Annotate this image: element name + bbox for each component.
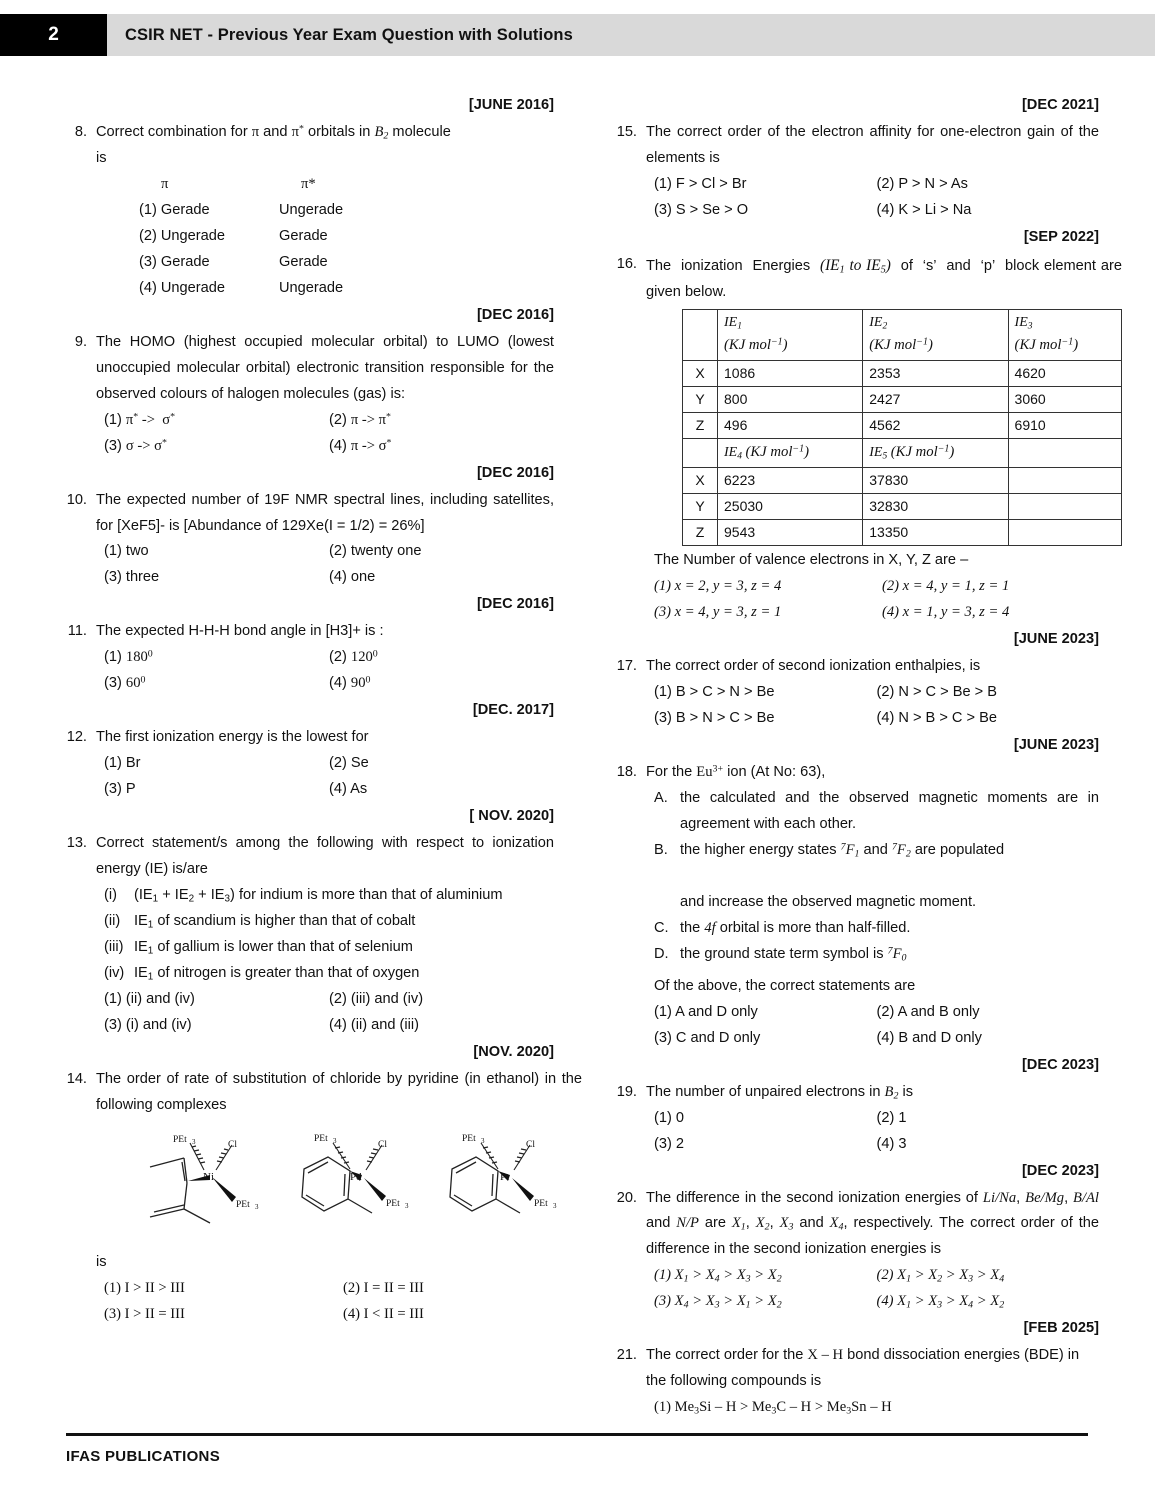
question-20 [612,1186,1099,1316]
q8-row-1-value: Ungerade [279,201,344,218]
q20-option-1[interactable]: (1) $X_1 > X_4 > X_3 > X_2$ [654,1267,782,1285]
svg-text:PEt: PEt [534,1198,548,1209]
q18-prompt: Of the above, the correct statements are [654,977,916,994]
q11-option-4[interactable]: (4) $90^0$ [329,674,371,692]
question-11 [62,619,554,697]
q13-number: 13. [66,835,87,852]
q17-text: The correct order of second ionization enthalpies, is [646,658,981,675]
svg-text:PEt: PEt [386,1198,400,1209]
row2-label-x: X [683,468,718,494]
header-ie4: $IE_4$ (KJ mol$^{-1}$) [718,438,863,468]
q13-option-1[interactable]: (1) (ii) and (iv) [104,990,195,1007]
degree-icon: 0 [140,674,146,686]
q10-option-1[interactable]: (1) two [104,543,149,560]
svg-text:PEt: PEt [462,1133,476,1144]
q12-text: The first ionization energy is the lowest for [96,729,369,746]
q8-col-head-2: π* [301,175,316,192]
question-10 [62,488,554,592]
q16-option-4[interactable]: (4) x = 1, y = 3, z = 4 [882,604,1010,621]
q16-option-3[interactable]: (3) x = 4, y = 3, z = 1 [654,604,782,621]
svg-text:Cl: Cl [526,1139,535,1150]
q18-option-2[interactable]: (2) A and B only [876,1003,980,1020]
cell-x-ie3: 4620 [1008,360,1121,386]
q15-option-3[interactable]: (3) S > Se > O [654,201,749,218]
q14-option-1[interactable]: (1) I > II > III [104,1279,185,1296]
q20-text: The difference in the second ionization energies of Li/Na, Be/Mg, B/Al and N/P are $X_1$, $X_2$, $X_3$ and $X_4$, respectively. The correct order of the difference in the second ionization energies is [646,1189,1100,1258]
q8-number: 8. [74,123,87,140]
table-row [683,520,1122,546]
q17-year: [JUNE 2023] [1013,631,1099,648]
row2-label-y: Y [683,494,718,520]
header-ie2: $IE_2$ (KJ mol$^{-1}$) [863,309,1008,360]
q18-option-4[interactable]: (4) B and D only [876,1029,982,1046]
svg-text:3: 3 [192,1137,196,1146]
q11-option-2[interactable]: (2) $120^0$ [329,648,378,666]
q18-statement-d-label: D. [654,945,669,962]
q8-row-3-label[interactable]: (3) Gerade [139,253,210,270]
q17-option-3[interactable]: (3) B > N > C > Be [654,710,775,727]
q13-statement-2-text: $IE_1$ of scandium is higher than that of cobalt [134,913,416,931]
q9-option-3[interactable]: (3) σ -> σ* [104,437,167,454]
q13-statement-4-text: $IE_1$ of nitrogen is greater than that of oxygen [134,964,420,983]
q18-statement-c-text: the 4f orbital is more than half-filled. [680,919,911,936]
q13-statement-1-label: (i) [104,887,117,904]
q12-option-4[interactable]: (4) As [329,781,368,798]
row-label-x: X [683,360,718,386]
svg-text:3: 3 [481,1136,485,1145]
q19-text: The number of unpaired electrons in $B_2$ is [646,1083,913,1102]
q17-option-2[interactable]: (2) N > C > Be > B [876,684,997,701]
svg-text:3: 3 [405,1201,409,1210]
q8-year: [JUNE 2016] [468,97,554,113]
q13-statement-3-label: (iii) [104,939,124,955]
q16-text: The ionization Energies ($IE_1$ to $IE_5$) of ‘s’ and ‘p’ block element are given below. [646,256,1122,300]
q8-text-line2: is [96,149,107,166]
q18-statement-a-text: the calculated and the observed magnetic moments are in agreement with each other. [680,789,1099,832]
q13-year: [ NOV. 2020] [469,808,554,825]
right-column [612,92,1122,1421]
q21-option-1[interactable]: (1) $Me_3Si - H > Me_3C - H > Me_3Sn - H$ [654,1399,892,1417]
q14-structures [132,1125,582,1250]
q18-statement-a-label: A. [654,789,668,806]
q8-row-3-value: Gerade [279,253,328,270]
q13-statement-4-label: (iv) [104,964,125,981]
q11-opt4-value: 90 [350,675,366,692]
question-14 [62,1067,582,1328]
q16-option-1[interactable]: (1) x = 2, y = 3, z = 4 [654,578,782,595]
cell-z-ie5: 13350 [863,520,1008,546]
q14-text: The order of rate of substitution of chloride by pyridine (in ethanol) in the following complexes [96,1070,582,1113]
q11-opt3-value: 60 [125,675,141,692]
left-column [62,92,582,1328]
q11-opt1-value: 180 [125,649,148,666]
q19-option-3[interactable]: (3) 2 [654,1135,685,1152]
q10-year: [DEC 2016] [476,464,554,481]
q21-year: [FEB 2025] [1023,1320,1099,1337]
question-19 [612,1080,1099,1158]
q19-option-2[interactable]: (2) 1 [876,1109,907,1126]
q10-number: 10. [66,491,87,508]
q9-option-2[interactable]: (2) π -> π* [329,411,391,428]
q11-text: The expected H-H-H bond angle in [H3]+ is : [96,623,384,640]
q18-option-3[interactable]: (3) C and D only [654,1029,761,1046]
q18-statement-d-text: the ground state term symbol is $^7F_0$ [680,945,907,964]
q10-option-2[interactable]: (2) twenty one [329,543,422,560]
q19-number: 19. [616,1083,637,1100]
table-header-row-top [683,309,1122,360]
q17-option-4[interactable]: (4) N > B > C > Be [876,710,997,727]
q8-row-4-label[interactable]: (4) Ungerade [139,279,225,296]
q19-year: [DEC 2023] [1021,1056,1099,1073]
cell-y-ie3: 3060 [1008,386,1121,412]
question-13 [62,831,554,1039]
q16-prompt: The Number of valence electrons in X, Y, Z are – [654,552,969,569]
q13-option-4[interactable]: (4) (ii) and (iii) [329,1016,419,1033]
row2-label-z: Z [683,520,718,546]
q20-option-2[interactable]: (2) $X_1 > X_2 > X_3 > X_4$ [876,1267,1005,1285]
q10-option-4[interactable]: (4) one [329,569,376,586]
q13-text: Correct statement/s among the following with respect to ionization energy (IE) is/are [96,835,554,878]
table-header-row-bottom [683,438,1122,468]
q8-row-1-label[interactable]: (1) Gerade [139,201,210,218]
q11-option-3[interactable]: (3) $60^0$ [104,674,146,692]
header-ie1: $IE_1$ (KJ mol$^{-1}$) [718,309,863,360]
ionization-energy-table [682,309,1122,546]
q14-is-word: is [96,1253,107,1270]
page-number: 2 [48,24,59,45]
table-row [683,494,1122,520]
q20-year: [DEC 2023] [1021,1162,1099,1179]
q13-option-2[interactable]: (2) (iii) and (iv) [329,990,424,1007]
degree-icon: 0 [147,648,153,660]
header-title: CSIR NET - Previous Year Exam Question with Solutions [125,25,573,44]
cell-z-ie4: 9543 [718,520,863,546]
q8-text: Correct combination for π and π* orbitals in $B_2$ molecule [96,123,451,142]
q16-year: [SEP 2022] [1023,228,1099,245]
structure-pt-complex [432,1125,582,1250]
q19-option-4[interactable]: (4) 3 [876,1135,907,1152]
q14-year: [NOV. 2020] [473,1043,554,1060]
q13-statement-3-text: $IE_1$ of gallium is lower than that of selenium [134,939,413,957]
structure-pd-complex [284,1125,434,1250]
q18-statement-c-label: C. [654,919,669,936]
q11-option-1[interactable]: (1) $180^0$ [104,648,153,666]
cell-x-ie4: 6223 [718,468,863,494]
q8-row-2-value: Gerade [279,227,328,244]
q15-option-1[interactable]: (1) F > Cl > Br [654,175,747,192]
svg-text:Cl: Cl [228,1139,237,1150]
q20-option-3[interactable]: (3) $X_4 > X_3 > X_1 > X_2$ [654,1293,782,1311]
q21-number: 21. [616,1347,637,1364]
cell-y-ie4: 25030 [718,494,863,520]
cell-x-ie2: 2353 [863,360,1008,386]
question-18 [612,760,1099,1052]
q9-option-4[interactable]: (4) π -> σ* [329,437,392,454]
cell-empty [1008,468,1121,494]
cell-y-ie2: 2427 [863,386,1008,412]
q12-option-3[interactable]: (3) P [104,781,136,798]
svg-text:3: 3 [333,1136,337,1145]
q18-statement-b-label: B. [654,841,668,858]
question-8 [62,120,554,302]
q10-text: The expected number of 19F NMR spectral lines, including satellites, for [XeF5]- is [Abundance of 129Xe(I = 1/2) = 26%] [96,491,554,534]
q20-number: 20. [616,1189,637,1206]
question-12 [62,725,554,803]
header-ie3: $IE_3$ (KJ mol$^{-1}$) [1008,309,1121,360]
svg-text:3: 3 [255,1202,259,1211]
q17-number: 17. [616,658,637,675]
q21-text: The correct order for the X – H bond dissociation energies (BDE) in the following compounds is [646,1347,1080,1390]
footer-divider [66,1433,1088,1436]
q10-option-3[interactable]: (3) three [104,569,160,586]
q15-option-4[interactable]: (4) K > Li > Na [876,201,972,218]
q18-option-1[interactable]: (1) A and D only [654,1003,758,1020]
row-label-z: Z [683,412,718,438]
question-15 [612,120,1099,224]
q18-year: [JUNE 2023] [1013,737,1099,754]
q14-number: 14. [66,1070,87,1087]
q9-text: The HOMO (highest occupied molecular orbital) to LUMO (lowest unoccupied molecular orbital) electronic transition responsible for the observed colours of halogen molecules (gas) is: [96,333,554,402]
table-row [683,360,1122,386]
question-21 [612,1343,1099,1421]
cell-z-ie1: 496 [718,412,863,438]
q12-option-1[interactable]: (1) Br [104,755,141,772]
q14-option-2[interactable]: (2) I = II = III [343,1279,424,1296]
q18-number: 18. [616,764,637,780]
q15-number: 15. [616,123,637,140]
svg-text:PEt: PEt [314,1133,328,1144]
q11-opt2-value: 120 [350,649,373,666]
q16-number: 16. [616,255,637,272]
degree-icon: 0 [365,674,371,686]
q12-option-2[interactable]: (2) Se [329,755,369,772]
table-row [683,412,1122,438]
header-ie5: $IE_5$ (KJ mol$^{-1}$) [863,438,1008,468]
header-empty [1008,438,1121,468]
svg-text:Ni: Ni [203,1170,214,1183]
q9-option-1[interactable]: (1) π* -> σ* [104,411,176,428]
q9-year: [DEC 2016] [476,306,554,323]
question-16 [612,252,1122,626]
q8-col-head-1: π [161,175,169,192]
cell-y-ie1: 800 [718,386,863,412]
q13-option-3[interactable]: (3) (i) and (iv) [104,1016,192,1033]
cell-empty [1008,494,1121,520]
svg-text:Pd: Pd [350,1170,362,1183]
q18-statement-b-text: the higher energy states $^7F_1$ and $^7F_2$ are populated and increase the observed magnetic moment. [680,841,1005,910]
q15-option-2[interactable]: (2) P > N > As [876,175,968,192]
cell-x-ie5: 37830 [863,468,1008,494]
q12-number: 12. [66,729,87,746]
q11-year: [DEC 2016] [476,596,554,613]
q20-option-4[interactable]: (4) $X_1 > X_3 > X_4 > X_2$ [876,1293,1005,1311]
cell-z-ie3: 6910 [1008,412,1121,438]
svg-text:PEt: PEt [236,1199,250,1210]
cell-x-ie1: 1086 [718,360,863,386]
cell-y-ie5: 32830 [863,494,1008,520]
q18-text: For the $Eu^{3+}$ ion (At No: 63), [646,763,826,780]
row-label-y: Y [683,386,718,412]
q15-text: The correct order of the electron affinity for one-electron gain of the elements is [646,123,1099,166]
q17-option-1[interactable]: (1) B > C > N > Be [654,684,775,701]
table-row [683,468,1122,494]
degree-icon: 0 [372,648,378,660]
q14-option-3[interactable]: (3) I > II = III [104,1305,185,1322]
cell-empty [1008,520,1121,546]
q8-row-4-value: Ungerade [279,279,344,296]
question-17 [612,654,1099,732]
q13-statement-1-text: $(IE_1 + IE_2 + IE_3)$ for indium is more than that of aluminium [134,887,503,905]
svg-text:3: 3 [553,1201,557,1210]
q16-option-2[interactable]: (2) x = 4, y = 1, z = 1 [882,578,1010,595]
q8-row-2-label[interactable]: (2) Ungerade [139,227,225,244]
q14-option-4[interactable]: (4) I < II = III [343,1305,424,1322]
footer-publisher: IFAS PUBLICATIONS [66,1448,220,1465]
structure-ni-complex [132,1125,282,1250]
cell-z-ie2: 4562 [863,412,1008,438]
svg-text:PEt: PEt [173,1134,187,1145]
q13-statement-2-label: (ii) [104,913,121,930]
q15-year: [DEC 2021] [1021,97,1099,113]
q11-number: 11. [67,623,87,640]
q12-year: [DEC. 2017] [472,702,554,719]
svg-text:Cl: Cl [378,1139,387,1150]
q9-number: 9. [74,333,87,350]
q19-option-1[interactable]: (1) 0 [654,1109,685,1126]
page-header [0,14,1159,56]
svg-text:Pt: Pt [500,1170,510,1183]
table-row [683,386,1122,412]
question-9 [62,330,554,460]
